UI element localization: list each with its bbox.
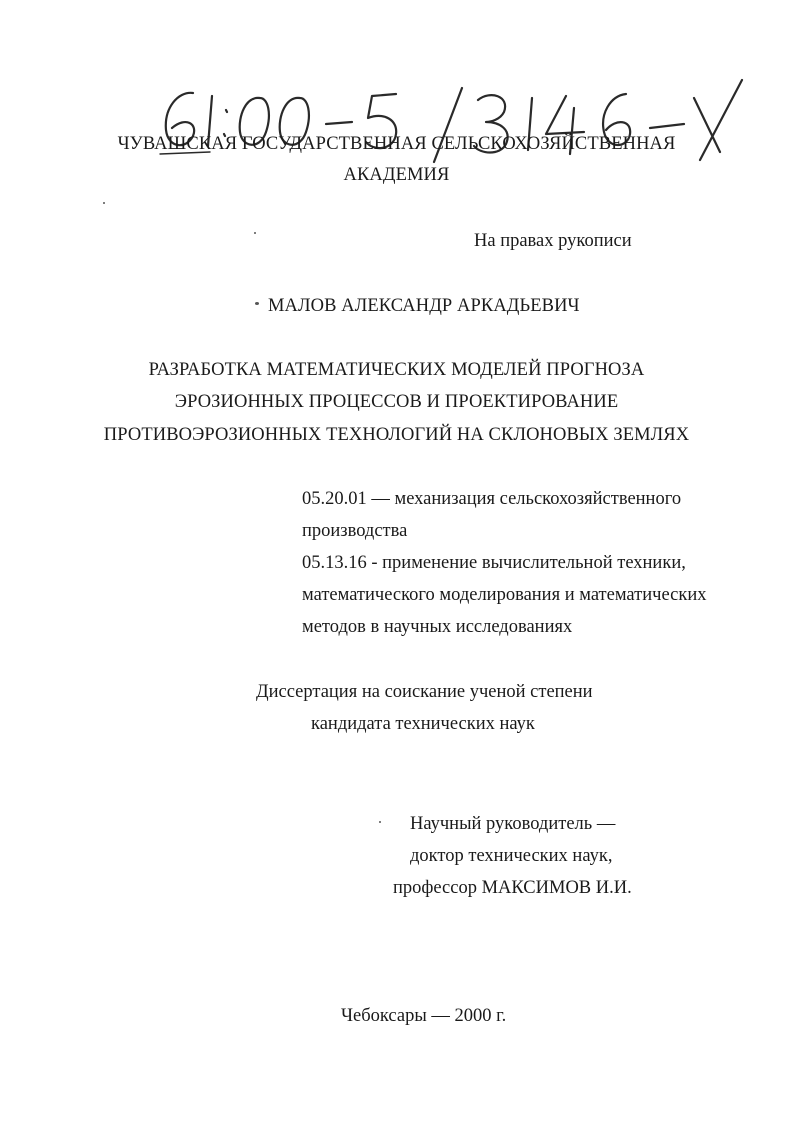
- scan-speck: [379, 821, 381, 823]
- manuscript-note: На правах рукописи: [474, 231, 632, 251]
- specialty-2-line-3: методов в научных исследованиях: [302, 617, 573, 637]
- supervisor-line-3: профессор МАКСИМОВ И.И.: [393, 878, 632, 898]
- author-name: МАЛОВ АЛЕКСАНДР АРКАДЬЕВИЧ: [268, 296, 580, 316]
- title-line-1: РАЗРАБОТКА МАТЕМАТИЧЕСКИХ МОДЕЛЕЙ ПРОГНОЗА: [148, 360, 645, 380]
- scan-speck: [254, 232, 256, 234]
- specialty-1-line-1: 05.20.01 — механизация сельскохозяйственного: [302, 489, 682, 509]
- place-year: Чебоксары — 2000 г.: [341, 1006, 507, 1026]
- title-line-2: ЭРОЗИОННЫХ ПРОЦЕССОВ И ПРОЕКТИРОВАНИЕ: [174, 392, 619, 412]
- institution-line-1: ЧУВАШСКАЯ ГОСУДАРСТВЕННАЯ СЕЛЬСКОХОЗЯЙСТВЕННАЯ: [117, 134, 676, 154]
- supervisor-line-1: Научный руководитель —: [410, 814, 616, 834]
- dissertation-line-2: кандидата технических наук: [311, 714, 535, 734]
- supervisor-line-2: доктор технических наук,: [410, 846, 613, 866]
- dissertation-line-1: Диссертация на соискание ученой степени: [256, 682, 593, 702]
- specialty-2-line-1: 05.13.16 - применение вычислительной техники,: [302, 553, 686, 573]
- institution-line-2: АКАДЕМИЯ: [343, 165, 450, 185]
- title-line-3: ПРОТИВОЭРОЗИОННЫХ ТЕХНОЛОГИЙ НА СКЛОНОВЫХ ЗЕМЛЯХ: [103, 425, 690, 445]
- scan-speck: [103, 202, 105, 204]
- specialty-1-line-2: производства: [302, 521, 408, 541]
- scan-speck: [255, 302, 259, 305]
- specialty-2-line-2: математического моделирования и математических: [302, 585, 707, 605]
